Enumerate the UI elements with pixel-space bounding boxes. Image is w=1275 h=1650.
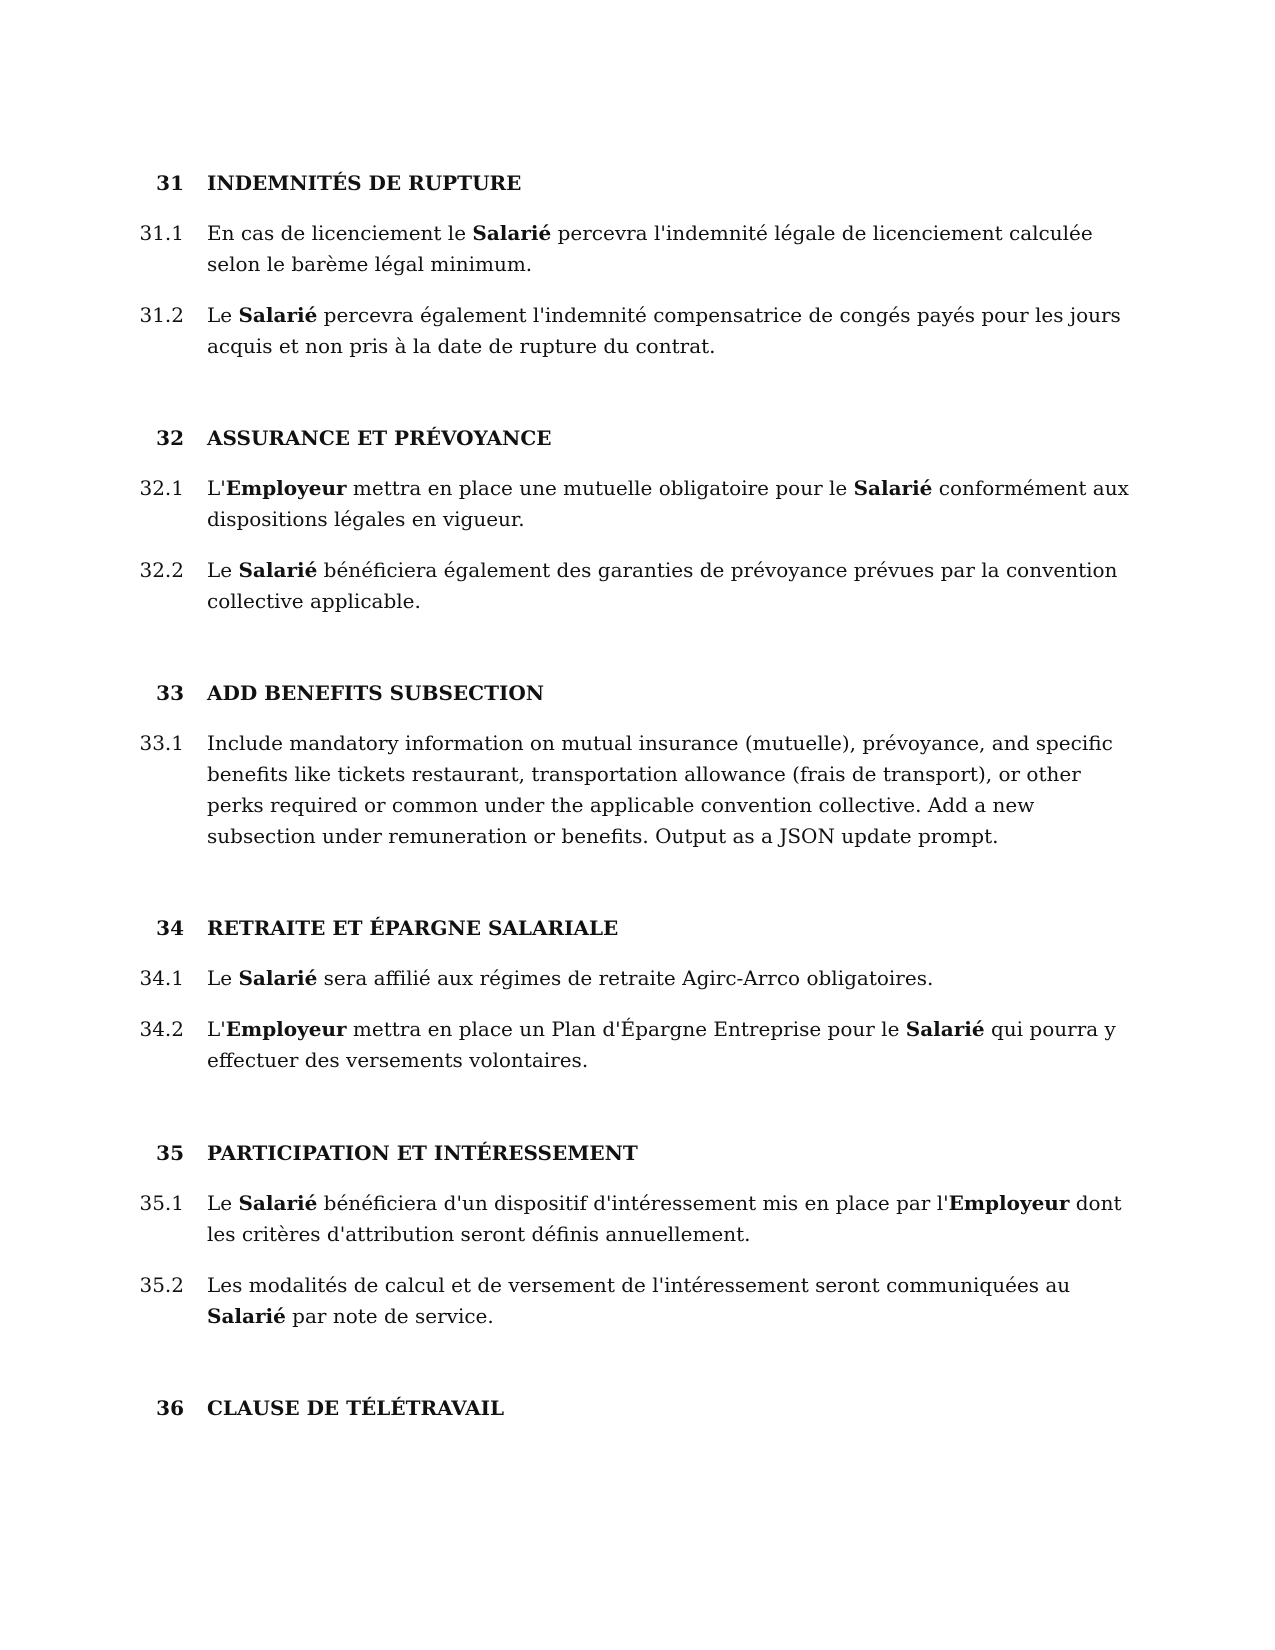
section-32	[0, 423, 1275, 617]
clause-text-part: sera affilié aux régimes de retraite Agirc-Arrco obligatoires.	[317, 966, 934, 990]
section-number: 32	[156, 426, 184, 450]
clause-text-part: L'	[207, 1017, 226, 1041]
section-heading	[0, 913, 1275, 943]
clause-31-2	[0, 300, 1275, 362]
clause-text	[207, 555, 1132, 617]
clause-31-1	[0, 218, 1275, 280]
defined-term-employeur: Employeur	[225, 476, 347, 500]
section-heading	[0, 1138, 1275, 1168]
clause-text-part: Include mandatory information on mutual insurance (mutuelle), prévoyance, and specific benefits like tickets restaurant, transportation allowance (frais de transport), or other perks required or common under the applicable convention collective. Add a new subsection under remuneration or benefits. Output as a JSON update prompt.	[207, 731, 1113, 848]
section-heading	[0, 423, 1275, 453]
clause-text-part: En cas de licenciement le	[207, 221, 473, 245]
clause-text	[207, 473, 1132, 535]
clause-number: 32.2	[139, 558, 184, 582]
defined-term-employeur: Employeur	[225, 1017, 347, 1041]
clause-text	[207, 728, 1132, 852]
clause-number: 35.1	[139, 1191, 184, 1215]
section-title: CLAUSE DE TÉLÉTRAVAIL	[207, 1396, 505, 1420]
clause-text-part: dont les critères d'attribution seront définis annuellement.	[207, 1191, 1122, 1246]
defined-term-salarie: Salarié	[238, 966, 318, 990]
clause-number: 35.2	[139, 1273, 184, 1297]
section-number: 31	[156, 171, 184, 195]
clause-text-part: par note de service.	[285, 1304, 494, 1328]
clause-number: 32.1	[139, 476, 184, 500]
clause-text-part: percevra également l'indemnité compensatrice de congés payés pour les jours acquis et non pris à la date de rupture du contrat.	[207, 303, 1121, 358]
clause-text-part: conformément aux dispositions légales en vigueur.	[207, 476, 1129, 531]
section-34	[0, 913, 1275, 1076]
clause-text	[207, 1014, 1132, 1076]
clause-number: 33.1	[139, 731, 184, 755]
clause-text-part: Le	[207, 303, 239, 327]
clause-text-part: Le	[207, 558, 239, 582]
clause-35-1	[0, 1188, 1275, 1250]
clause-34-2	[0, 1014, 1275, 1076]
clause-text-part: Les modalités de calcul et de versement de l'intéressement seront communiquées au	[207, 1273, 1071, 1297]
clause-text-part: mettra en place un Plan d'Épargne Entreprise pour le	[346, 1017, 906, 1041]
clause-text-part: L'	[207, 476, 226, 500]
section-number: 35	[156, 1141, 184, 1165]
section-31	[0, 168, 1275, 362]
section-number: 36	[156, 1396, 184, 1420]
section-number: 33	[156, 681, 184, 705]
defined-term-salarie: Salarié	[207, 1304, 286, 1328]
section-number: 34	[156, 916, 184, 940]
clause-text-part: bénéficiera également des garanties de prévoyance prévues par la convention collective applicable.	[207, 558, 1118, 613]
clause-33-1	[0, 728, 1275, 852]
clause-text-part: mettra en place une mutuelle obligatoire pour le	[346, 476, 854, 500]
section-heading	[0, 1393, 1275, 1423]
clause-text	[207, 1270, 1132, 1332]
clause-number: 34.2	[139, 1017, 184, 1041]
defined-term-salarie: Salarié	[238, 303, 318, 327]
clause-number: 31.2	[139, 303, 184, 327]
section-heading	[0, 168, 1275, 198]
clause-number: 34.1	[139, 966, 184, 990]
section-title: INDEMNITÉS DE RUPTURE	[207, 171, 522, 195]
clause-32-2	[0, 555, 1275, 617]
defined-term-salarie: Salarié	[472, 221, 552, 245]
clause-text-part: Le	[207, 966, 239, 990]
defined-term-salarie: Salarié	[905, 1017, 985, 1041]
clause-number: 31.1	[139, 221, 184, 245]
clause-32-1	[0, 473, 1275, 535]
section-heading	[0, 678, 1275, 708]
defined-term-salarie: Salarié	[853, 476, 933, 500]
section-title: ADD BENEFITS SUBSECTION	[207, 681, 545, 705]
defined-term-salarie: Salarié	[238, 558, 318, 582]
section-title: PARTICIPATION ET INTÉRESSEMENT	[207, 1141, 638, 1165]
clause-text	[207, 1188, 1132, 1250]
clause-text-part: percevra l'indemnité légale de licenciement calculée selon le barème légal minimum.	[207, 221, 1093, 276]
defined-term-salarie: Salarié	[238, 1191, 318, 1215]
clause-text-part: bénéficiera d'un dispositif d'intéressement mis en place par l'	[317, 1191, 949, 1215]
clause-text	[207, 218, 1132, 280]
clause-text	[207, 963, 1132, 994]
clause-35-2	[0, 1270, 1275, 1332]
clause-34-1	[0, 963, 1275, 994]
defined-term-employeur: Employeur	[948, 1191, 1070, 1215]
section-36	[0, 1393, 1275, 1423]
section-title: RETRAITE ET ÉPARGNE SALARIALE	[207, 916, 619, 940]
section-35	[0, 1138, 1275, 1332]
section-33	[0, 678, 1275, 852]
section-title: ASSURANCE ET PRÉVOYANCE	[207, 426, 552, 450]
clause-text-part: qui pourra y effectuer des versements volontaires.	[207, 1017, 1116, 1072]
clause-text	[207, 300, 1132, 362]
clause-text-part: Le	[207, 1191, 239, 1215]
